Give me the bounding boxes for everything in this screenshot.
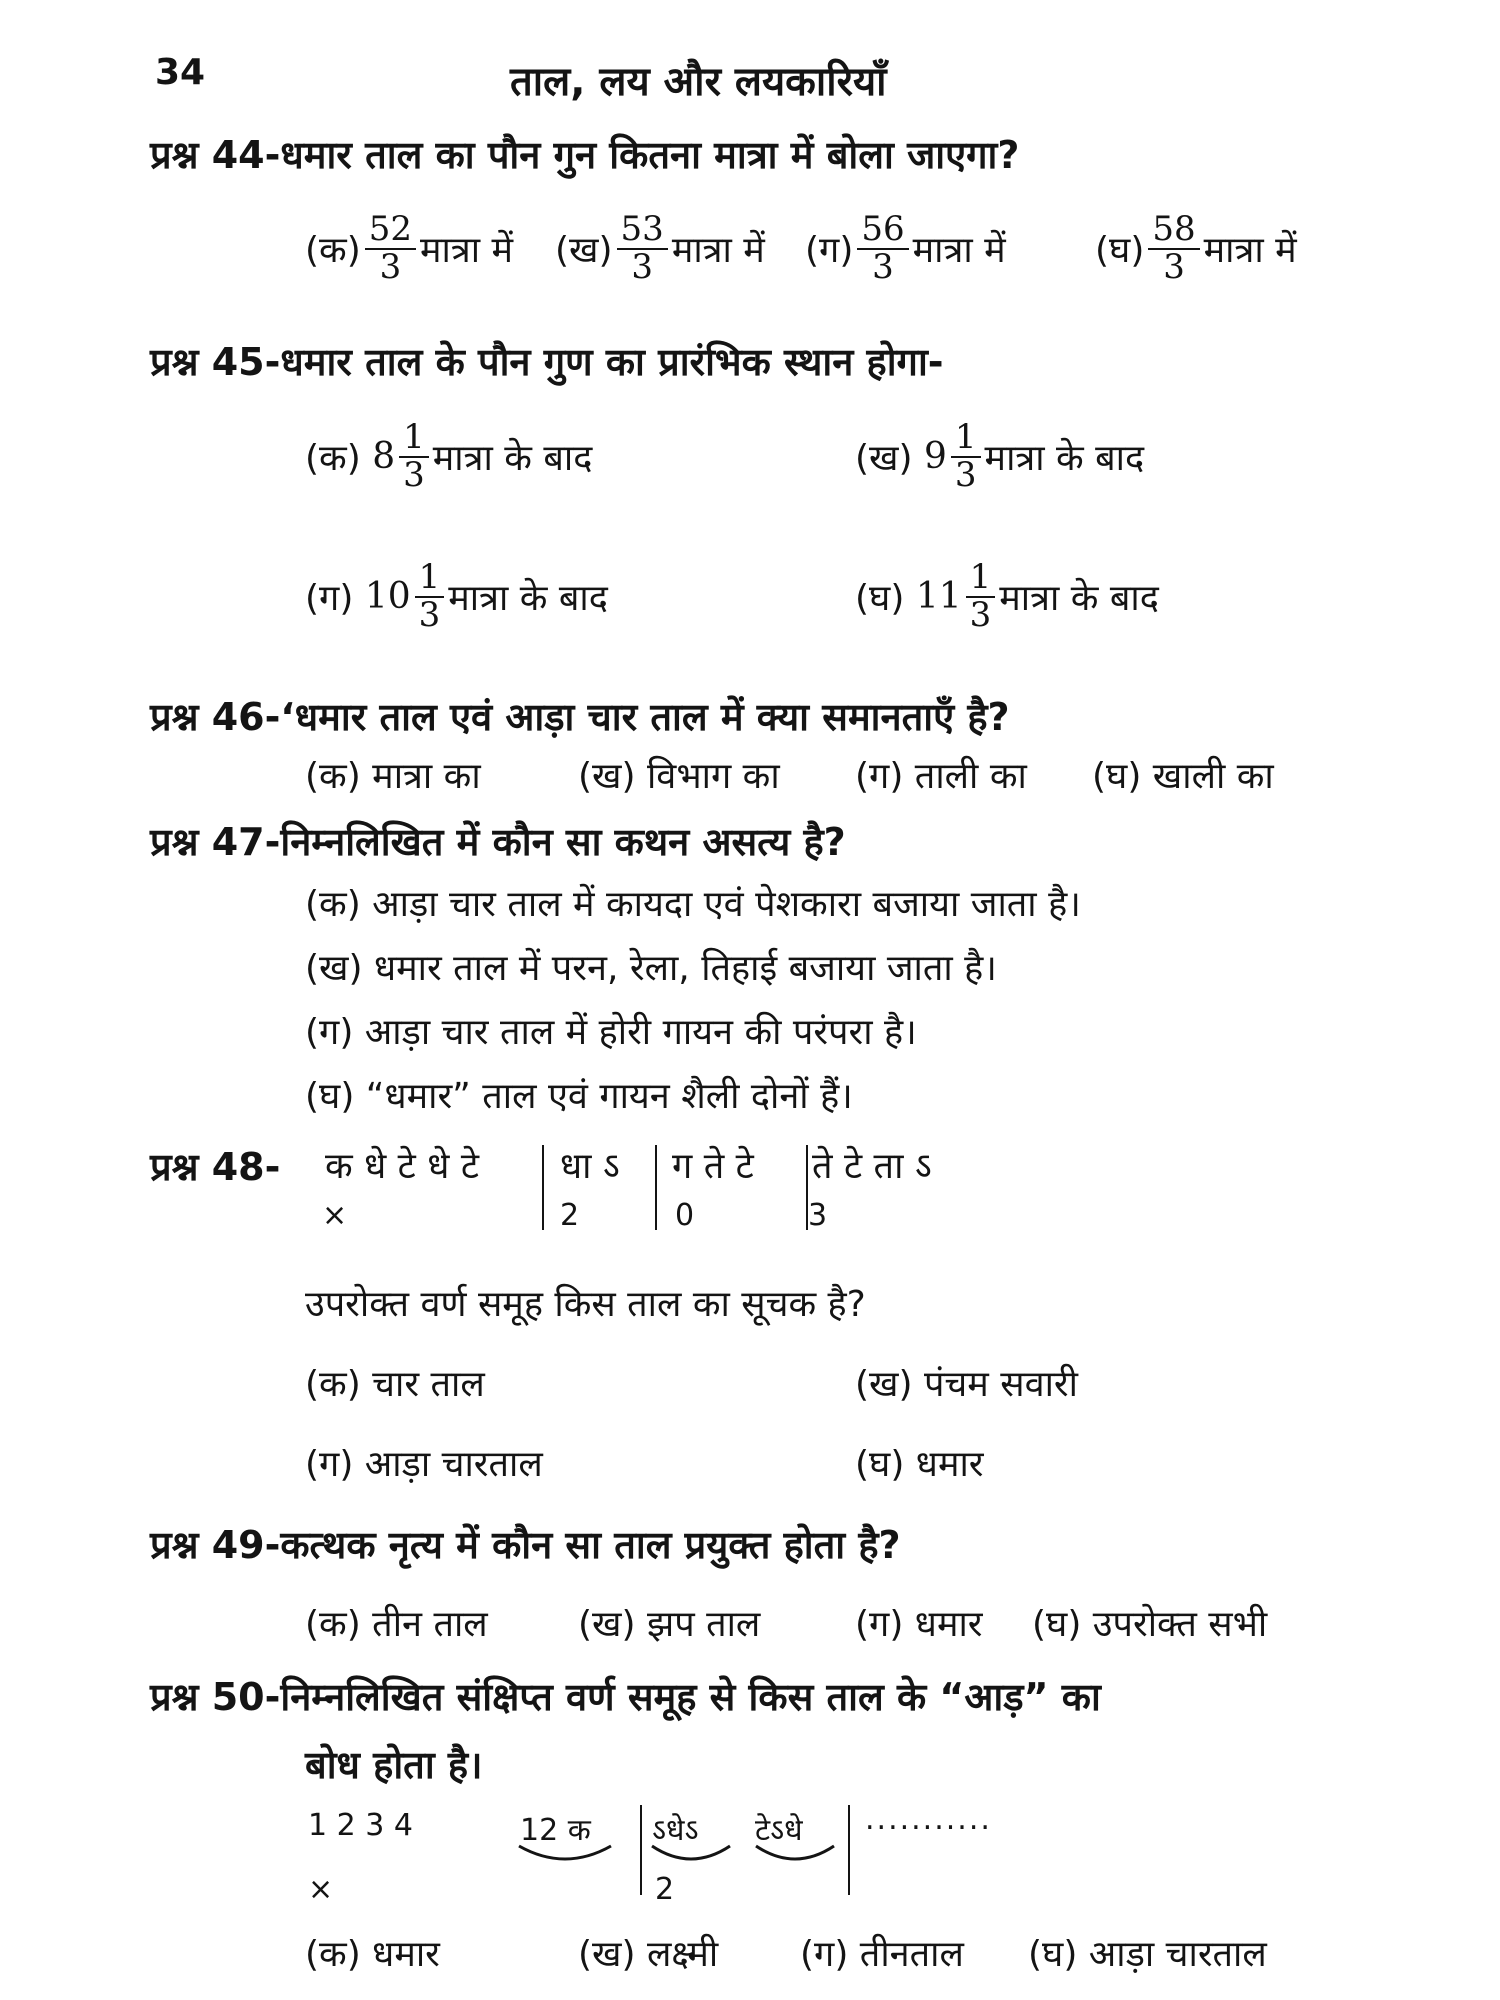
option-suffix: मात्रा में <box>912 230 1006 272</box>
q44-option-a <box>305 209 514 287</box>
khali-mark: 0 <box>675 1198 695 1233</box>
matra-count: 1 2 3 4 <box>308 1808 413 1843</box>
q49-option-d: (घ) उपरोक्त सभी <box>1032 1604 1268 1645</box>
q48-option-a: (क) चार ताल <box>305 1364 485 1405</box>
vibhag-divider <box>655 1145 657 1230</box>
bol-group-2: धा ऽ <box>560 1146 620 1187</box>
bol-arc <box>515 1842 615 1866</box>
q44-option-d <box>1095 209 1297 287</box>
option-label: (घ) <box>1095 230 1145 272</box>
q49-option-a: (क) तीन ताल <box>305 1604 488 1645</box>
question-47: प्रश्न 47-निम्नलिखित में कौन सा कथन असत्य है? <box>150 820 846 864</box>
bol-group-3: टेऽधे <box>755 1813 803 1848</box>
bol-group-4: ते टे ता ऽ <box>812 1146 932 1187</box>
question-48-prefix: प्रश्न 48- <box>150 1145 281 1189</box>
q48-option-d: (घ) धमार <box>855 1444 984 1485</box>
option-suffix: मात्रा में <box>420 230 514 272</box>
bol-arc <box>648 1842 734 1866</box>
running-title: ताल, लय और लयकारियाँ <box>510 59 887 105</box>
fraction: $\frac{52}{3}$ <box>365 212 416 285</box>
fraction: $\frac{1}{3}$ <box>415 560 445 633</box>
q47-option-c: (ग) आड़ा चार ताल में होरी गायन की परंपरा है। <box>305 1012 917 1053</box>
q45-option-c: (ग) 10 $\frac{1}{3}$ मात्रा के बाद <box>305 557 608 635</box>
question-44: प्रश्न 44-धमार ताल का पौन गुन कितना मात्रा में बोला जाएगा? <box>150 133 1020 177</box>
q45-option-d: (घ) 11 $\frac{1}{3}$ मात्रा के बाद <box>855 557 1159 635</box>
q50-option-c: (ग) तीनताल <box>800 1934 964 1975</box>
q47-option-b: (ख) धमार ताल में परन, रेला, तिहाई बजाया जाता है। <box>305 948 997 989</box>
bol-group-1: 12 क <box>520 1813 591 1848</box>
question-50-line-1: प्रश्न 50-निम्नलिखित संक्षिप्त वर्ण समूह से किस ताल के “आड़” का <box>150 1675 1101 1719</box>
tali-mark: 3 <box>808 1198 828 1233</box>
q50-option-a: (क) धमार <box>305 1934 440 1975</box>
q47-option-d: (घ) “धमार” ताल एवं गायन शैली दोनों हैं। <box>305 1076 853 1117</box>
option-suffix: मात्रा में <box>1203 230 1297 272</box>
q49-option-b: (ख) झप ताल <box>578 1604 761 1645</box>
q46-option-d: (घ) खाली का <box>1092 756 1274 797</box>
fraction: $\frac{53}{3}$ <box>617 212 668 285</box>
fraction: $\frac{58}{3}$ <box>1148 212 1199 285</box>
q50-option-d: (घ) आड़ा चारताल <box>1028 1934 1267 1975</box>
page-number: 34 <box>155 52 206 93</box>
question-49: प्रश्न 49-कत्थक नृत्य में कौन सा ताल प्रयुक्त होता है? <box>150 1523 901 1567</box>
q46-option-a: (क) मात्रा का <box>305 756 481 797</box>
tali-mark: 2 <box>655 1872 675 1907</box>
q50-option-b: (ख) लक्ष्मी <box>578 1934 719 1975</box>
q46-option-b: (ख) विभाग का <box>578 756 780 797</box>
fraction: $\frac{1}{3}$ <box>399 420 429 493</box>
fraction: $\frac{1}{3}$ <box>951 420 981 493</box>
bol-group-2: ऽधेऽ <box>652 1813 699 1848</box>
sam-mark: × <box>322 1198 348 1233</box>
fraction: $\frac{56}{3}$ <box>857 212 908 285</box>
bol-group-1: क धे टे धे टे <box>325 1146 479 1187</box>
question-48-text: उपरोक्त वर्ण समूह किस ताल का सूचक है? <box>305 1284 866 1325</box>
q45-option-a: (क) 8 $\frac{1}{3}$ मात्रा के बाद <box>305 417 593 495</box>
bol-arc <box>752 1842 838 1866</box>
vibhag-divider <box>542 1145 544 1230</box>
vibhag-divider <box>848 1805 850 1895</box>
bol-group-3: ग ते टे <box>672 1146 754 1187</box>
question-46: प्रश्न 46-‘धमार ताल एवं आड़ा चार ताल में क्या समानताएँ है? <box>150 695 1010 739</box>
sam-mark: × <box>308 1872 334 1907</box>
question-50-line-2: बोध होता है। <box>305 1743 483 1787</box>
q44-option-b <box>555 209 765 287</box>
option-suffix: मात्रा में <box>671 230 765 272</box>
option-label: (ग) <box>805 230 854 272</box>
option-label: (क) <box>305 230 361 272</box>
question-45: प्रश्न 45-धमार ताल के पौन गुण का प्रारंभिक स्थान होगा- <box>150 340 944 384</box>
q46-option-c: (ग) ताली का <box>855 756 1027 797</box>
q48-option-b: (ख) पंचम सवारी <box>855 1364 1078 1405</box>
q49-option-c: (ग) धमार <box>855 1604 983 1645</box>
fraction: $\frac{1}{3}$ <box>966 560 996 633</box>
option-label: (ख) <box>555 230 613 272</box>
q45-option-b: (ख) 9 $\frac{1}{3}$ मात्रा के बाद <box>855 417 1145 495</box>
q47-option-a: (क) आड़ा चार ताल में कायदा एवं पेशकारा बजाया जाता है। <box>305 884 1081 925</box>
vibhag-divider <box>640 1805 642 1895</box>
tali-mark: 2 <box>560 1198 580 1233</box>
q44-option-c <box>805 209 1006 287</box>
q48-option-c: (ग) आड़ा चारताल <box>305 1444 543 1485</box>
continuation-dots: ........... <box>865 1802 992 1837</box>
